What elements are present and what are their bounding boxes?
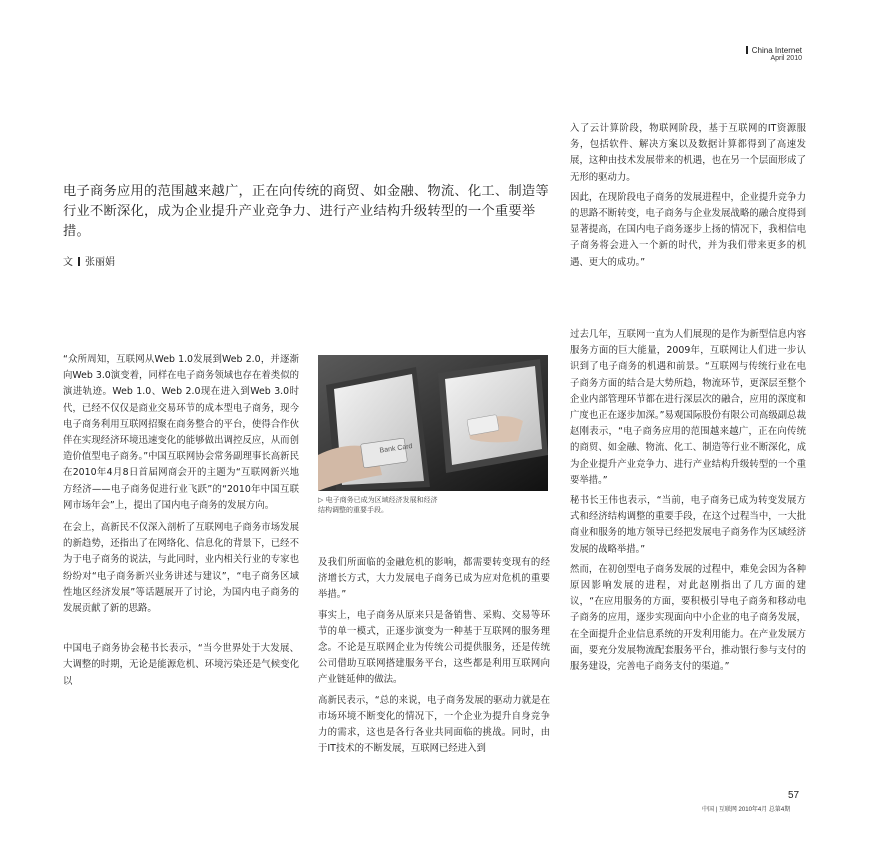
paragraph: 入了云计算阶段，物联网阶段，基于互联网的IT资源服务，包括软件、解决方案以及数据计算都得到了高速发展，这种由技术发展带来的机遇，也在另一个层面形成了无形的驱动力。	[570, 123, 806, 183]
lead-paragraph: 电子商务应用的范围越来越广，正在向传统的商贸、如金融、物流、化工、制造等行业不断深化，成为企业提升产业竞争力、进行产业结构升级转型的一个重要举措。	[63, 184, 549, 239]
text-column-3	[570, 121, 806, 271]
paragraph: 在会上，高新民不仅深入剖析了互联网电子商务市场发展的新趋势，还指出了在网络化、信息化的背景下，已经不为于电子商务的说法，与此同时，业内相关行业的专家也纷纷对“电子商务新兴业务讲述与建议”，“电子商务区域性地区经济发展”等话题展开了讨论，为国内电子商务的发展贡献了新的思路。	[63, 522, 299, 615]
byline-author: 张丽娟	[85, 257, 115, 268]
paragraph: 秘书长王伟也表示，“当前，电子商务已成为转变发展方式和经济结构调整的重要手段，在这个过程当中，一大批商业和服务的地方领导已经把发展电子商务作为区域经济发展的战略举措。”	[570, 495, 806, 555]
page-footer: 中国 | 互联网 2010年4月 总第4期	[702, 807, 791, 813]
issue-date: April 2010	[770, 55, 802, 62]
paragraph-gap	[63, 617, 299, 641]
magazine-name: China Internet	[746, 46, 802, 55]
card-text: Bank Card	[379, 443, 413, 455]
paragraph: 及我们所面临的金融危机的影响，都需要转变现有的经济增长方式，大力发展电子商务已成为应对危机的重要举措。”	[318, 557, 550, 601]
text-column-2	[318, 555, 550, 757]
paragraph: 高新民表示，“总的来说，电子商务发展的驱动力就是在市场环境不断变化的情况下，一个企业为提升自身竞争力的需求，这也是各行各业共同面临的挑战。同时，由于IT技术的不断发展，互联网已经进入到	[318, 694, 550, 755]
paragraph: 中国电子商务协会秘书长表示，“当今世界处于大发展、大调整的时期，无论是能源危机、环境污染还是气候变化以	[63, 643, 299, 687]
photo-illustration	[318, 355, 548, 491]
text-column-1	[63, 352, 299, 690]
paragraph: 因此，在现阶段电子商务的发展进程中，企业提升竞争力的思路不断转变，电子商务与企业发展战略的融合度得到显著提高，在国内电子商务逐步上扬的情况下，我相信电子商务将会进入一个新的时代，并为我们带来更多的机遇、更大的成功。”	[570, 191, 806, 268]
text-column-3-continued	[570, 327, 806, 675]
photo-caption: ▷ 电子商务已成为区域经济发展和经济结构调整的重要手段。	[318, 496, 438, 514]
article-photo	[318, 355, 548, 491]
page-number: 57	[788, 790, 800, 801]
paragraph: 事实上，电子商务从原来只是备销售、采购、交易等环节的单一模式，正逐步演变为一种基于互联网的服务理念。不论是互联网企业为传统公司提供服务，还是传统公司借助互联网搭建服务平台，这些都是利用互联网向产业链延伸的做法。	[318, 609, 550, 686]
paragraph: “众所周知，互联网从Web 1.0发展到Web 2.0，并逐渐向Web 3.0演变着，同样在电子商务领域也存在着类似的演进轨迹。Web 1.0、Web 2.0现在进入到Web 3.0时代，已经不仅仅是商业交易环节的成本型电子商务，现今电子商务利用互联网招聚在商务整合的平台，使得合作伙伴在实现经济环境迅速变化的能够做出调控反应，从而创造价值型电子商务。”中国互联网协会常务副理事长高新民在2010年4月8日首届网商会开的主题为“互联网新兴地方经济——电子商务促进行业飞跃”的“2010年中国互联网市场年会”上，提出了国内电子商务的发展方向。	[63, 354, 299, 511]
byline-divider	[78, 257, 80, 266]
byline	[63, 253, 115, 268]
paragraph: 过去几年，互联网一直为人们展现的是作为新型信息内容服务方面的巨大能量，2009年，互联网让人们进一步认识到了电子商务的机遇和前景。“互联网与传统行业在电子商务方面的结合是大势所趋，物流环节，更深层至整个企业内部管理环节都在进行深层次的融合，应用的深度和广度也正在逐步加深。”易观国际股份有限公司高级副总裁赵刚表示，“电子商务应用的范围越来越广，正在向传统的商贸、如金融、物流、化工、制造等行业不断深化，成为企业提升产业竞争力、进行产业结构升级转型的一个重要举措。”	[570, 329, 806, 486]
running-header	[746, 46, 802, 62]
paragraph: 然而，在初创型电子商务发展的过程中，难免会因为各种原因影响发展的进程，对此赵刚指出了几方面的建议，“在应用服务的方面，要积极引导电子商务和移动电子商务的应用，逐步实现面向中小企业的电子商务发展，在全面提升企业信息系统的开发利用能力。在产业发展方面，要充分发展物流配套服务平台，推动银行参与支付的服务建设，完善电子商务支付的渠道。”	[570, 563, 806, 673]
byline-prefix: 文	[63, 257, 73, 268]
